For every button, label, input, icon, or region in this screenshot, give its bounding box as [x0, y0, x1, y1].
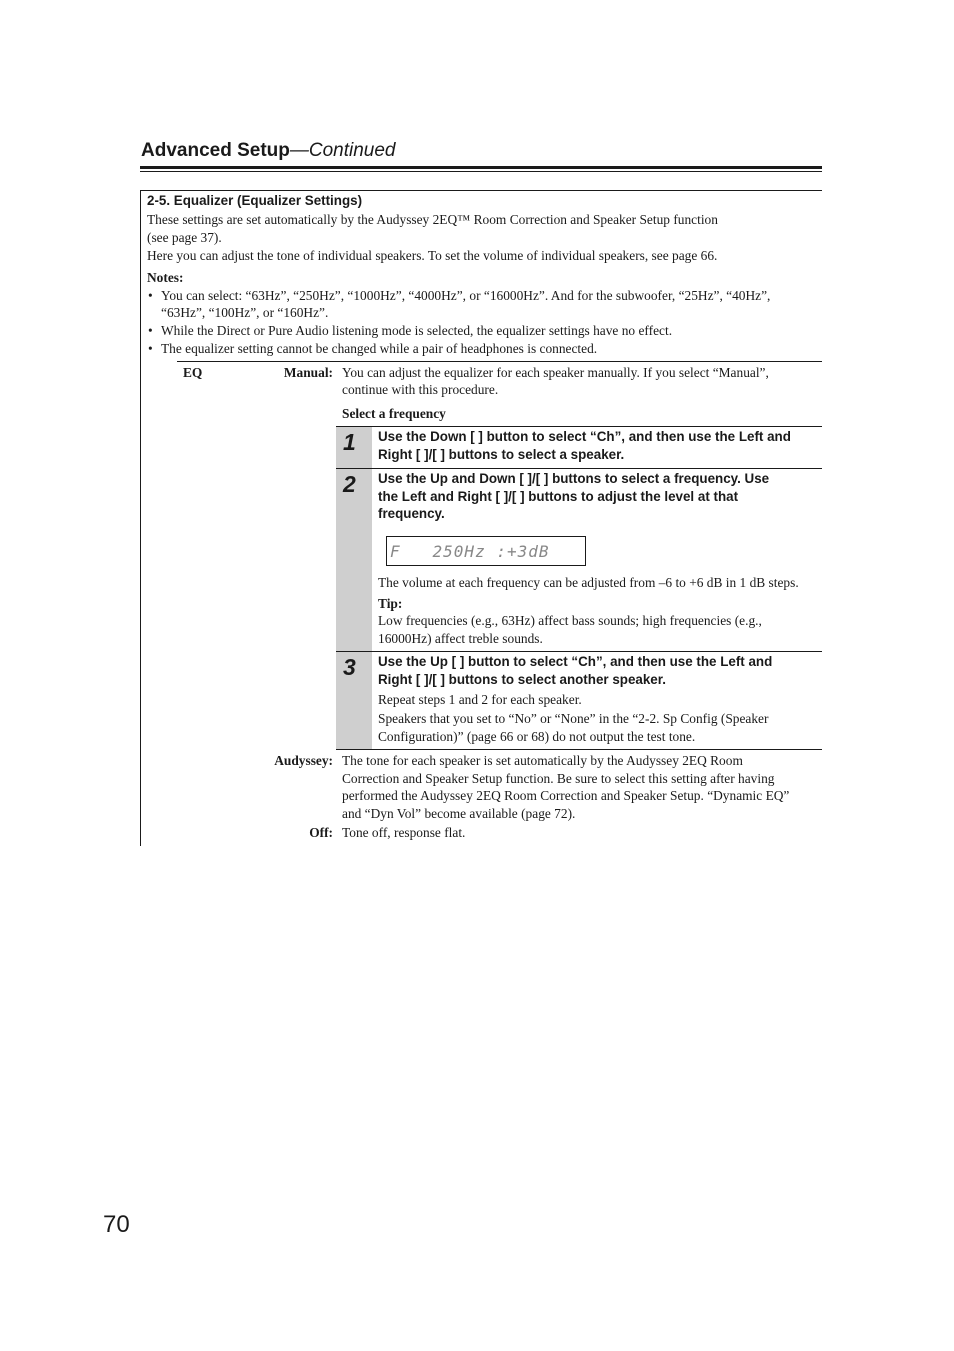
step-divider	[336, 468, 822, 469]
step-instruction: Right [ ]/[ ] buttons to select another speaker.	[378, 672, 666, 687]
intro-line: These settings are set automatically by the Audyssey 2EQ™ Room Correction and Speaker Setup function	[147, 212, 718, 227]
page-header-title	[141, 139, 396, 163]
step-number: 2	[343, 471, 356, 497]
audyssey-description: and “Dyn Vol” become available (page 72).	[342, 806, 576, 821]
manual-label: Manual:	[283, 365, 333, 380]
section-left-rule	[140, 190, 141, 846]
step-divider	[336, 651, 822, 652]
step-instruction: Use the Up and Down [ ]/[ ] buttons to select a frequency. Use	[378, 471, 770, 486]
select-frequency-heading: Select a frequency	[342, 406, 446, 421]
note-bullet: •	[148, 341, 153, 356]
notes-heading: Notes:	[147, 270, 184, 285]
eq-label: EQ	[183, 365, 203, 380]
header-title-continued: —Continued	[289, 140, 396, 161]
section-title: 2-5. Equalizer (Equalizer Settings)	[147, 193, 363, 208]
step-note: The volume at each frequency can be adjusted from –6 to +6 dB in 1 dB steps.	[378, 575, 799, 590]
audyssey-description: The tone for each speaker is set automatically by the Audyssey 2EQ Room	[342, 753, 743, 768]
manual-description: You can adjust the equalizer for each speaker manually. If you select “Manual”,	[342, 365, 769, 380]
lcd-display-text: F 250Hz :+3dB	[390, 542, 550, 561]
note-bullet: •	[148, 288, 153, 303]
note-text: “63Hz”, “100Hz”, or “160Hz”.	[161, 305, 329, 320]
manual-description: continue with this procedure.	[342, 382, 499, 397]
tip-text: Low frequencies (e.g., 63Hz) affect bass sounds; high frequencies (e.g.,	[378, 613, 762, 628]
step-note: Repeat steps 1 and 2 for each speaker.	[378, 692, 582, 707]
eq-divider	[177, 361, 822, 362]
audyssey-label: Audyssey:	[274, 753, 333, 768]
step-number: 3	[343, 654, 356, 680]
intro-line: Here you can adjust the tone of individual speakers. To set the volume of individual speakers, see page 66.	[147, 248, 718, 263]
tip-heading: Tip:	[378, 596, 403, 611]
intro-line: (see page 37).	[147, 230, 222, 245]
step-instruction: Use the Up [ ] button to select “Ch”, and then use the Left and	[378, 654, 773, 669]
audyssey-description: performed the Audyssey 2EQ Room Correction and Speaker Setup. “Dynamic EQ”	[342, 788, 790, 803]
step-instruction: Right [ ]/[ ] buttons to select a speaker.	[378, 447, 625, 462]
lcd-display	[386, 536, 586, 566]
step-divider	[336, 749, 822, 750]
section-top-rule	[140, 190, 822, 191]
step-number: 1	[343, 429, 356, 455]
note-text: You can select: “63Hz”, “250Hz”, “1000Hz”, “4000Hz”, or “16000Hz”. And for the subwoofer, “25Hz”, “40Hz”,	[161, 288, 771, 303]
note-text: The equalizer setting cannot be changed while a pair of headphones is connected.	[161, 341, 598, 356]
step-instruction: frequency.	[378, 506, 445, 521]
page-number: 70	[103, 1211, 130, 1238]
header-rule-thin	[140, 171, 822, 172]
header-rule-thick	[140, 166, 822, 169]
step-note: Configuration)” (page 66 or 68) do not output the test tone.	[378, 729, 696, 744]
step-divider	[336, 426, 822, 427]
step-note: Speakers that you set to “No” or “None” in the “2-2. Sp Config (Speaker	[378, 711, 769, 726]
step-instruction: the Left and Right [ ]/[ ] buttons to adjust the level at that	[378, 489, 739, 504]
off-description: Tone off, response flat.	[342, 825, 466, 840]
header-title-bold: Advanced Setup	[141, 140, 290, 161]
off-label: Off:	[309, 825, 333, 840]
note-text: While the Direct or Pure Audio listening mode is selected, the equalizer settings have no effect.	[161, 323, 673, 338]
tip-text: 16000Hz) affect treble sounds.	[378, 631, 543, 646]
note-bullet: •	[148, 323, 153, 338]
step-instruction: Use the Down [ ] button to select “Ch”, and then use the Left and	[378, 429, 791, 444]
audyssey-description: Correction and Speaker Setup function. Be sure to select this setting after having	[342, 771, 775, 786]
